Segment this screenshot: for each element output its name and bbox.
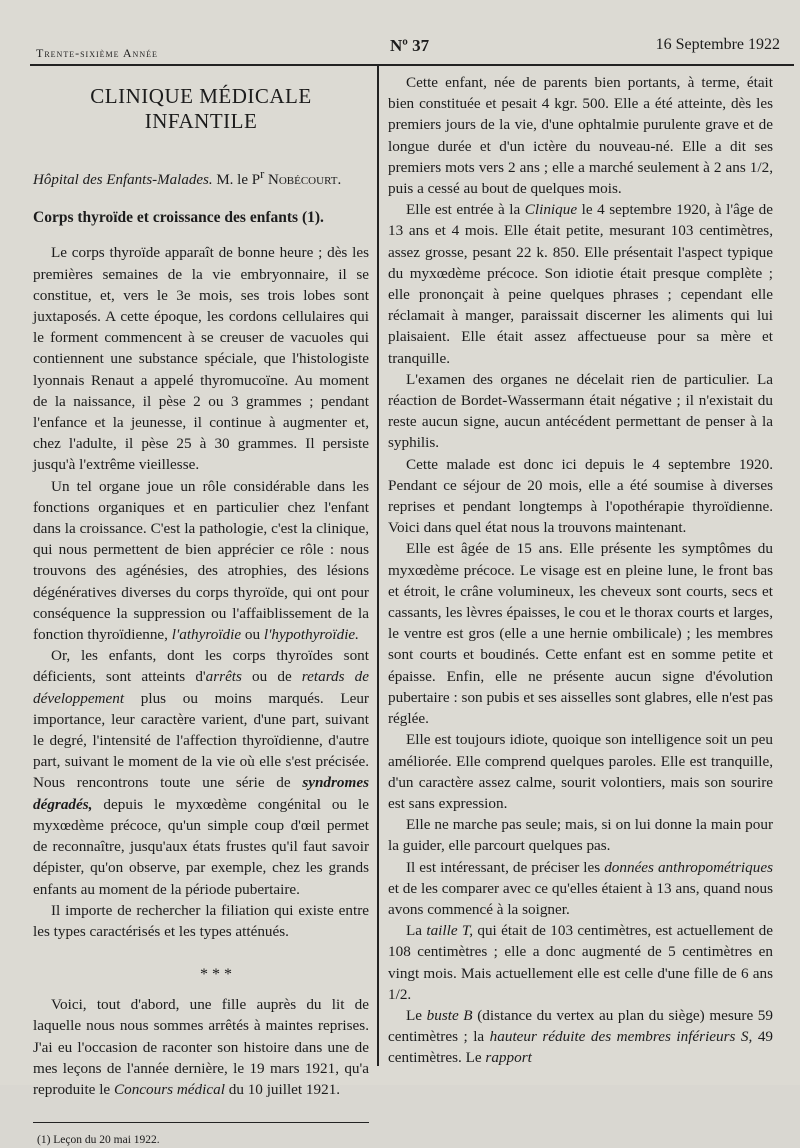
- paragraph: Elle est âgée de 15 ans. Elle présente les symptômes du myxœdème précoce. Le visage est en pleine lune, le front bas et étroit, le crâne volumineux, les cheveux sont courts, secs et cassants, les lèvres épaisses, le cou et le thorax courts et larges, le ventre est gros (elle a une hernie ombilicale) ; les membres sont courts et boudinés. Cette enfant est en somme petite et épaisse. Enfin, elle ne présente aucun signe d'évolution pubertaire : son pubis et ses aisselles sont glabres, elle n'est pas réglée.: [388, 540, 773, 728]
- italic-run: hauteur réduite des membres inférieurs S,: [489, 1028, 753, 1046]
- text-run: Un tel organe joue un rôle considérable dans les fonctions organiques et en particulier chez l'enfant dans la croissance. C'est la pathologie, c'est la clinique, qui nous permettent de bien apprécier ce rôle : nous trouvons des agénésies, des atrophies, des lésions dégénératives diverses du corps thyroïde, qui ont pour conséquence la suppression ou l'affaiblissement de la fonction thyroïdienne,: [33, 477, 369, 644]
- paragraph: [33, 994, 369, 1100]
- hospital-line: [33, 164, 369, 191]
- paragraph: Cette malade est donc ici depuis le 4 septembre 1920. Pendant ce séjour de 20 mois, elle a été soumise à diverses reprises et pendant longtemps à l'opothérapie thyroïdienne. Voici dans quel état nous la trouvons maintenant.: [388, 455, 773, 537]
- paragraph: Le corps thyroïde apparaît de bonne heure ; dès les premières semaines de la vie embryonnaire, il se constitue, et, vers le 3e mois, ses trois lobes sont juxtaposés. A cette époque, les cordons cellulaires qui le forment commencent à se creuser de vacuoles qui contiennent une substance spéciale, que l'histologiste lyonnais Renaut a appelé thyromucoïne. Au moment de la naissance, il pèse 2 ou 3 grammes ; pendant l'enfance et la jeunesse, il continue à augmenter et, chez l'adulte, il pèse 25 à 30 grammes. Il persiste jusqu'à l'extrême vieillesse.: [33, 244, 369, 474]
- paragraph: Elle est toujours idiote, quoique son intelligence soit un peu améliorée. Elle comprend quelques paroles. Elle est tranquille, d'un caractère assez calme, sourit volontiers, mais son sourire est sans expression.: [388, 731, 773, 812]
- paragraph: Il importe de rechercher la filiation qui existe entre les types caractérisés et les types atténués.: [33, 901, 369, 940]
- italic-run: Clinique: [524, 201, 578, 219]
- section-title: CLINIQUE MÉDICALE INFANTILE: [90, 84, 312, 133]
- paragraph: Elle ne marche pas seule; mais, si on lui donne la main pour la guider, elle parcourt quelques pas.: [388, 816, 773, 855]
- paragraph: [33, 476, 369, 646]
- italic-run: buste B: [426, 1006, 473, 1024]
- paragraph: [388, 1005, 773, 1069]
- column-divider: [377, 66, 379, 1066]
- italic-run: retards de développement: [33, 668, 369, 707]
- paragraph: [33, 645, 369, 899]
- italic-run: Concours médical: [113, 1080, 225, 1098]
- paragraph: L'examen des organes ne décelait rien de particulier. La réaction de Bordet-Wassermann était négative ; il n'existait du reste aucun signe, aucun antécédent permettant de penser à la syphilis.: [388, 370, 773, 452]
- author-prefix: M. le P: [216, 172, 261, 188]
- text-run: (distance du vertex au plan du siège) mesure 59 centimètres ; la: [388, 1006, 773, 1046]
- text-run: qui était de 103 centimètres, est actuellement de 108 centimètres ; elle a donc augmenté de 5 centimètres en vingt mois. Mais actuellement elle est celle d'une fille de 6 ans 1/2.: [388, 922, 773, 1003]
- footnote: (1) Leçon du 20 mai 1922.: [37, 1134, 160, 1147]
- paragraph: [388, 920, 773, 1005]
- bold-italic-run: syndromes dégradés,: [33, 774, 369, 813]
- text-run: et de les comparer avec ce qu'elles étaient à 13 ans, quand nous avons commencé à la soigner.: [388, 879, 773, 918]
- author-name: Nobécourt.: [268, 172, 342, 188]
- paragraph: Cette enfant, née de parents bien portants, à terme, était bien constituée et pesait 4 kgr. 500. Elle a été atteinte, dès les premiers jours de la vie, d'une ophtalmie purulente grave et de longue durée et d'un ictère du nouveau-né. Elle a dit ses premiers mots vers 2 ans ; elle a marché seulement à 2 ans 1/2, puis a cessé au bout de quelques mois.: [388, 74, 773, 198]
- paragraph: [388, 199, 773, 369]
- italic-run: taille T,: [426, 922, 474, 940]
- text-run: depuis le myxœdème congénital ou le myxœdème précoce, qu'un simple coup d'œil permet de reconnaître, jusqu'aux états frustes qu'il faut savoir dépister, qu'on observe, par exemple, chez les grands enfants au moment de la période pubertaire.: [33, 795, 369, 898]
- section-break-asterisks: * * *: [200, 966, 232, 984]
- lesson-title: Corps thyroïde et croissance des enfants (1).: [33, 209, 324, 227]
- text-run: 49 centimètres. Le: [388, 1028, 774, 1067]
- paragraph: [388, 857, 773, 921]
- header-date: 16 Septembre 1922: [655, 36, 780, 53]
- text-run: Il est intéressant, de préciser les: [406, 858, 605, 876]
- header-rule: [30, 64, 794, 66]
- text-run: ou: [241, 626, 264, 644]
- italic-run: l'hypothyroïdie.: [263, 626, 359, 644]
- text-run: La: [406, 922, 427, 940]
- author-sup: r: [260, 167, 265, 181]
- text-run: du 10 juillet 1921.: [224, 1080, 341, 1098]
- text-run: Or, les enfants, dont les corps thyroïdes sont déficients, sont atteints d': [33, 647, 369, 686]
- hospital-name: Hôpital des Enfants-Malades.: [33, 172, 213, 188]
- text-run: Elle est entrée à la: [406, 201, 525, 219]
- italic-run: l'athyroïdie: [171, 626, 242, 644]
- header-year: Trente-sixième Année: [36, 46, 158, 60]
- text-run: Le: [406, 1006, 427, 1024]
- footnote-rule: [33, 1122, 369, 1123]
- right-column: [388, 72, 773, 1069]
- text-run: plus ou moins marqués. Leur importance, leur caractère varient, d'une part, suivant le degré, l'intensité de l'affection thyroïdienne, d'autre part, suivant le moment de la vie où elle s'est précisée. Nous rencontrons toute une série de: [33, 689, 369, 792]
- header-issue-number: Nº 37: [390, 36, 430, 55]
- italic-run: rapport: [485, 1049, 532, 1067]
- text-run: Voici, tout d'abord, une fille auprès du lit de laquelle nous nous sommes arrêtés à maintes reprises. J'ai eu l'occasion de raconter son histoire dans une de mes leçons de l'année dernière, le 19 mars 1921, qu'a reproduite le: [33, 996, 369, 1098]
- left-column: [33, 80, 369, 1148]
- italic-run: données anthropométriques: [604, 858, 773, 876]
- text-run: ou de: [241, 668, 302, 686]
- text-run: le 4 septembre 1920, à l'âge de 13 ans et 4 mois. Elle était petite, mesurant 103 centimètres, assez grosse, pesant 22 k. 850. Elle présentait l'aspect typique du myxœdème précoce. Son idiotie était presque complète ; elle prononçait à peine quelques phrases ; cependant elle réclamait à manger, paraissait discerner les aliments qui lui plaisaient. Elle était assez affectueuse pour sa mère et tranquille.: [388, 201, 774, 367]
- page-header: [30, 34, 794, 64]
- italic-run: arrêts: [205, 668, 242, 686]
